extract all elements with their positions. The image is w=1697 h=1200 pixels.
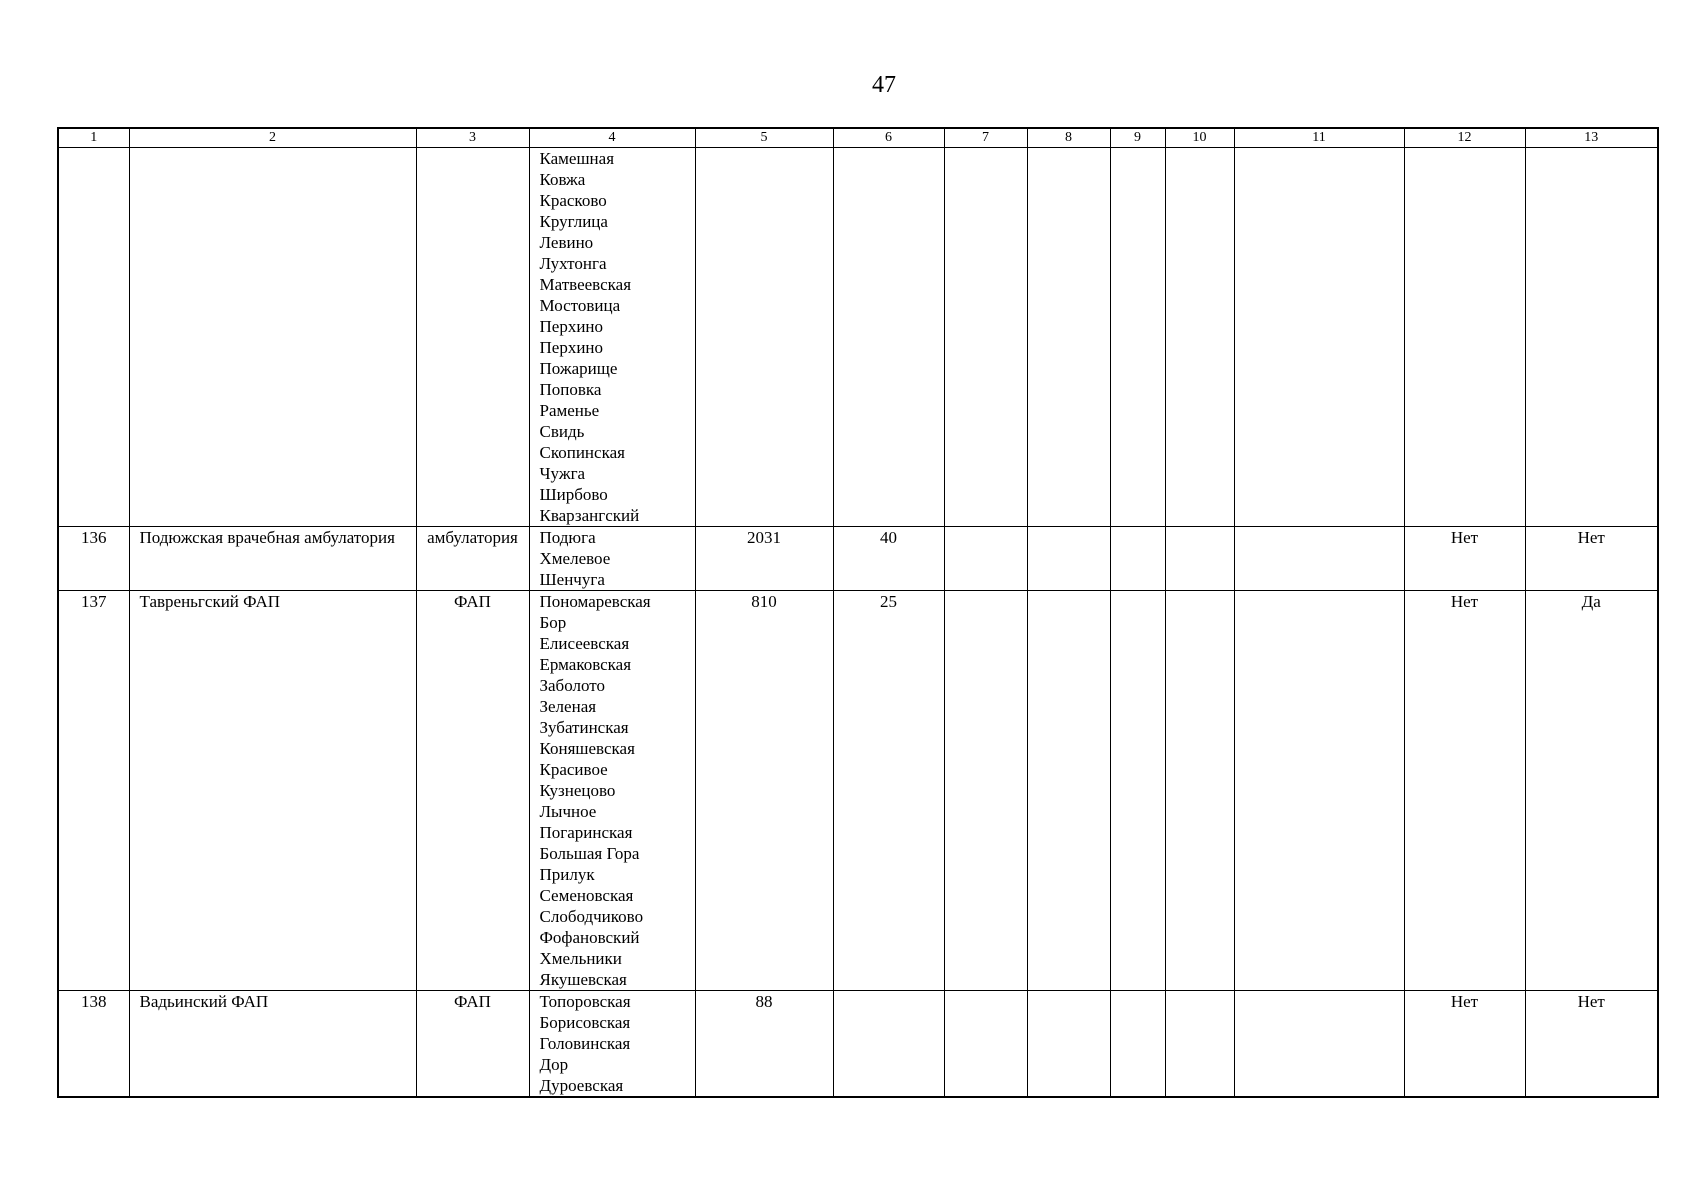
column-header: 8 — [1027, 128, 1110, 148]
col8-cell — [1027, 148, 1110, 527]
locality-item: Чужга — [539, 464, 586, 483]
col7-cell — [944, 148, 1027, 527]
locality-item: Бор — [539, 613, 567, 632]
column-header: 11 — [1234, 128, 1404, 148]
table-row — [58, 991, 1658, 1098]
row-number-cell — [58, 148, 129, 527]
column-header: 10 — [1165, 128, 1234, 148]
locality-item: Пожарище — [539, 359, 618, 378]
row-number-cell: 138 — [58, 991, 129, 1098]
locality-item: Слободчиково — [539, 907, 644, 926]
facility-name-cell: Вадьинский ФАП — [129, 991, 416, 1098]
locality-item: Кузнецово — [539, 781, 616, 800]
column-header: 9 — [1110, 128, 1165, 148]
col10-cell — [1165, 991, 1234, 1098]
locality-item: Ковжа — [539, 170, 586, 189]
row-number-cell: 136 — [58, 527, 129, 591]
locality-item: Красивое — [539, 760, 608, 779]
col7-cell — [944, 527, 1027, 591]
col13-cell: Нет — [1525, 527, 1658, 591]
localities-cell — [529, 148, 695, 527]
locality-item: Прилук — [539, 865, 595, 884]
column-header: 7 — [944, 128, 1027, 148]
locality-item: Пономаревская — [539, 592, 651, 611]
localities-cell — [529, 527, 695, 591]
col6-cell: 40 — [833, 527, 944, 591]
col5-cell: 2031 — [695, 527, 833, 591]
col12-cell: Нет — [1404, 527, 1525, 591]
col11-cell — [1234, 148, 1404, 527]
locality-item: Мостовица — [539, 296, 621, 315]
locality-item: Круглица — [539, 212, 608, 231]
locality-item: Зубатинская — [539, 718, 629, 737]
col9-cell — [1110, 148, 1165, 527]
locality-item: Елисеевская — [539, 634, 630, 653]
facility-type-cell: амбулатория — [416, 527, 529, 591]
locality-item: Топоровская — [539, 992, 631, 1011]
table-row — [58, 591, 1658, 991]
col13-cell: Да — [1525, 591, 1658, 991]
col8-cell — [1027, 991, 1110, 1098]
table-row — [58, 148, 1658, 527]
column-header: 1 — [58, 128, 129, 148]
locality-item: Зеленая — [539, 697, 597, 716]
locality-item: Матвеевская — [539, 275, 632, 294]
column-number-header-row — [58, 128, 1658, 148]
column-header: 2 — [129, 128, 416, 148]
locality-item: Семеновская — [539, 886, 634, 905]
column-header: 4 — [529, 128, 695, 148]
locality-item: Перхино — [539, 317, 604, 336]
col12-cell: Нет — [1404, 991, 1525, 1098]
col7-cell — [944, 591, 1027, 991]
col13-cell — [1525, 148, 1658, 527]
column-header: 3 — [416, 128, 529, 148]
locality-item: Лухтонга — [539, 254, 607, 273]
locality-item: Большая Гора — [539, 844, 640, 863]
localities-cell — [529, 991, 695, 1098]
col9-cell — [1110, 527, 1165, 591]
col7-cell — [944, 991, 1027, 1098]
col10-cell — [1165, 148, 1234, 527]
locality-item: Раменье — [539, 401, 600, 420]
facility-type-cell: ФАП — [416, 991, 529, 1098]
column-header: 13 — [1525, 128, 1658, 148]
locality-item: Шенчуга — [539, 570, 605, 589]
col5-cell: 810 — [695, 591, 833, 991]
facility-name-cell: Подюжская врачебная амбулатория — [129, 527, 416, 591]
locality-item: Ермаковская — [539, 655, 632, 674]
col5-cell — [695, 148, 833, 527]
locality-item: Перхино — [539, 338, 604, 357]
col10-cell — [1165, 527, 1234, 591]
col11-cell — [1234, 991, 1404, 1098]
facility-type-cell: ФАП — [416, 591, 529, 991]
locality-item: Якушевская — [539, 970, 627, 989]
locality-item: Камешная — [539, 149, 615, 168]
locality-item: Борисовская — [539, 1013, 631, 1032]
col9-cell — [1110, 991, 1165, 1098]
locality-item: Заболото — [539, 676, 605, 695]
col8-cell — [1027, 591, 1110, 991]
locality-item: Подюга — [539, 528, 596, 547]
col8-cell — [1027, 527, 1110, 591]
col11-cell — [1234, 527, 1404, 591]
column-header: 5 — [695, 128, 833, 148]
locality-item: Поповка — [539, 380, 602, 399]
locality-item: Красково — [539, 191, 607, 210]
locality-item: Хмельники — [539, 949, 622, 968]
col13-cell: Нет — [1525, 991, 1658, 1098]
col6-cell — [833, 991, 944, 1098]
col6-cell — [833, 148, 944, 527]
locality-item: Дор — [539, 1055, 569, 1074]
col12-cell — [1404, 148, 1525, 527]
table-row — [58, 527, 1658, 591]
col6-cell: 25 — [833, 591, 944, 991]
row-number-cell: 137 — [58, 591, 129, 991]
page-number: 47 — [872, 72, 896, 98]
localities-cell — [529, 591, 695, 991]
locality-item: Скопинская — [539, 443, 625, 462]
facility-type-cell — [416, 148, 529, 527]
locality-item: Свидь — [539, 422, 585, 441]
col10-cell — [1165, 591, 1234, 991]
locality-item: Дуроевская — [539, 1076, 624, 1095]
locality-item: Лычное — [539, 802, 597, 821]
locality-item: Фофановский — [539, 928, 640, 947]
column-header: 6 — [833, 128, 944, 148]
locality-item: Левино — [539, 233, 594, 252]
locality-item: Погаринская — [539, 823, 633, 842]
col9-cell — [1110, 591, 1165, 991]
locality-item: Хмелевое — [539, 549, 611, 568]
locality-item: Коняшевская — [539, 739, 635, 758]
facilities-table — [57, 127, 1659, 1098]
col5-cell: 88 — [695, 991, 833, 1098]
locality-item: Головинская — [539, 1034, 631, 1053]
column-header: 12 — [1404, 128, 1525, 148]
locality-item: Ширбово — [539, 485, 608, 504]
facility-name-cell: Тавреньгский ФАП — [129, 591, 416, 991]
col11-cell — [1234, 591, 1404, 991]
col12-cell: Нет — [1404, 591, 1525, 991]
facility-name-cell — [129, 148, 416, 527]
locality-item: Кварзангский — [539, 506, 640, 525]
